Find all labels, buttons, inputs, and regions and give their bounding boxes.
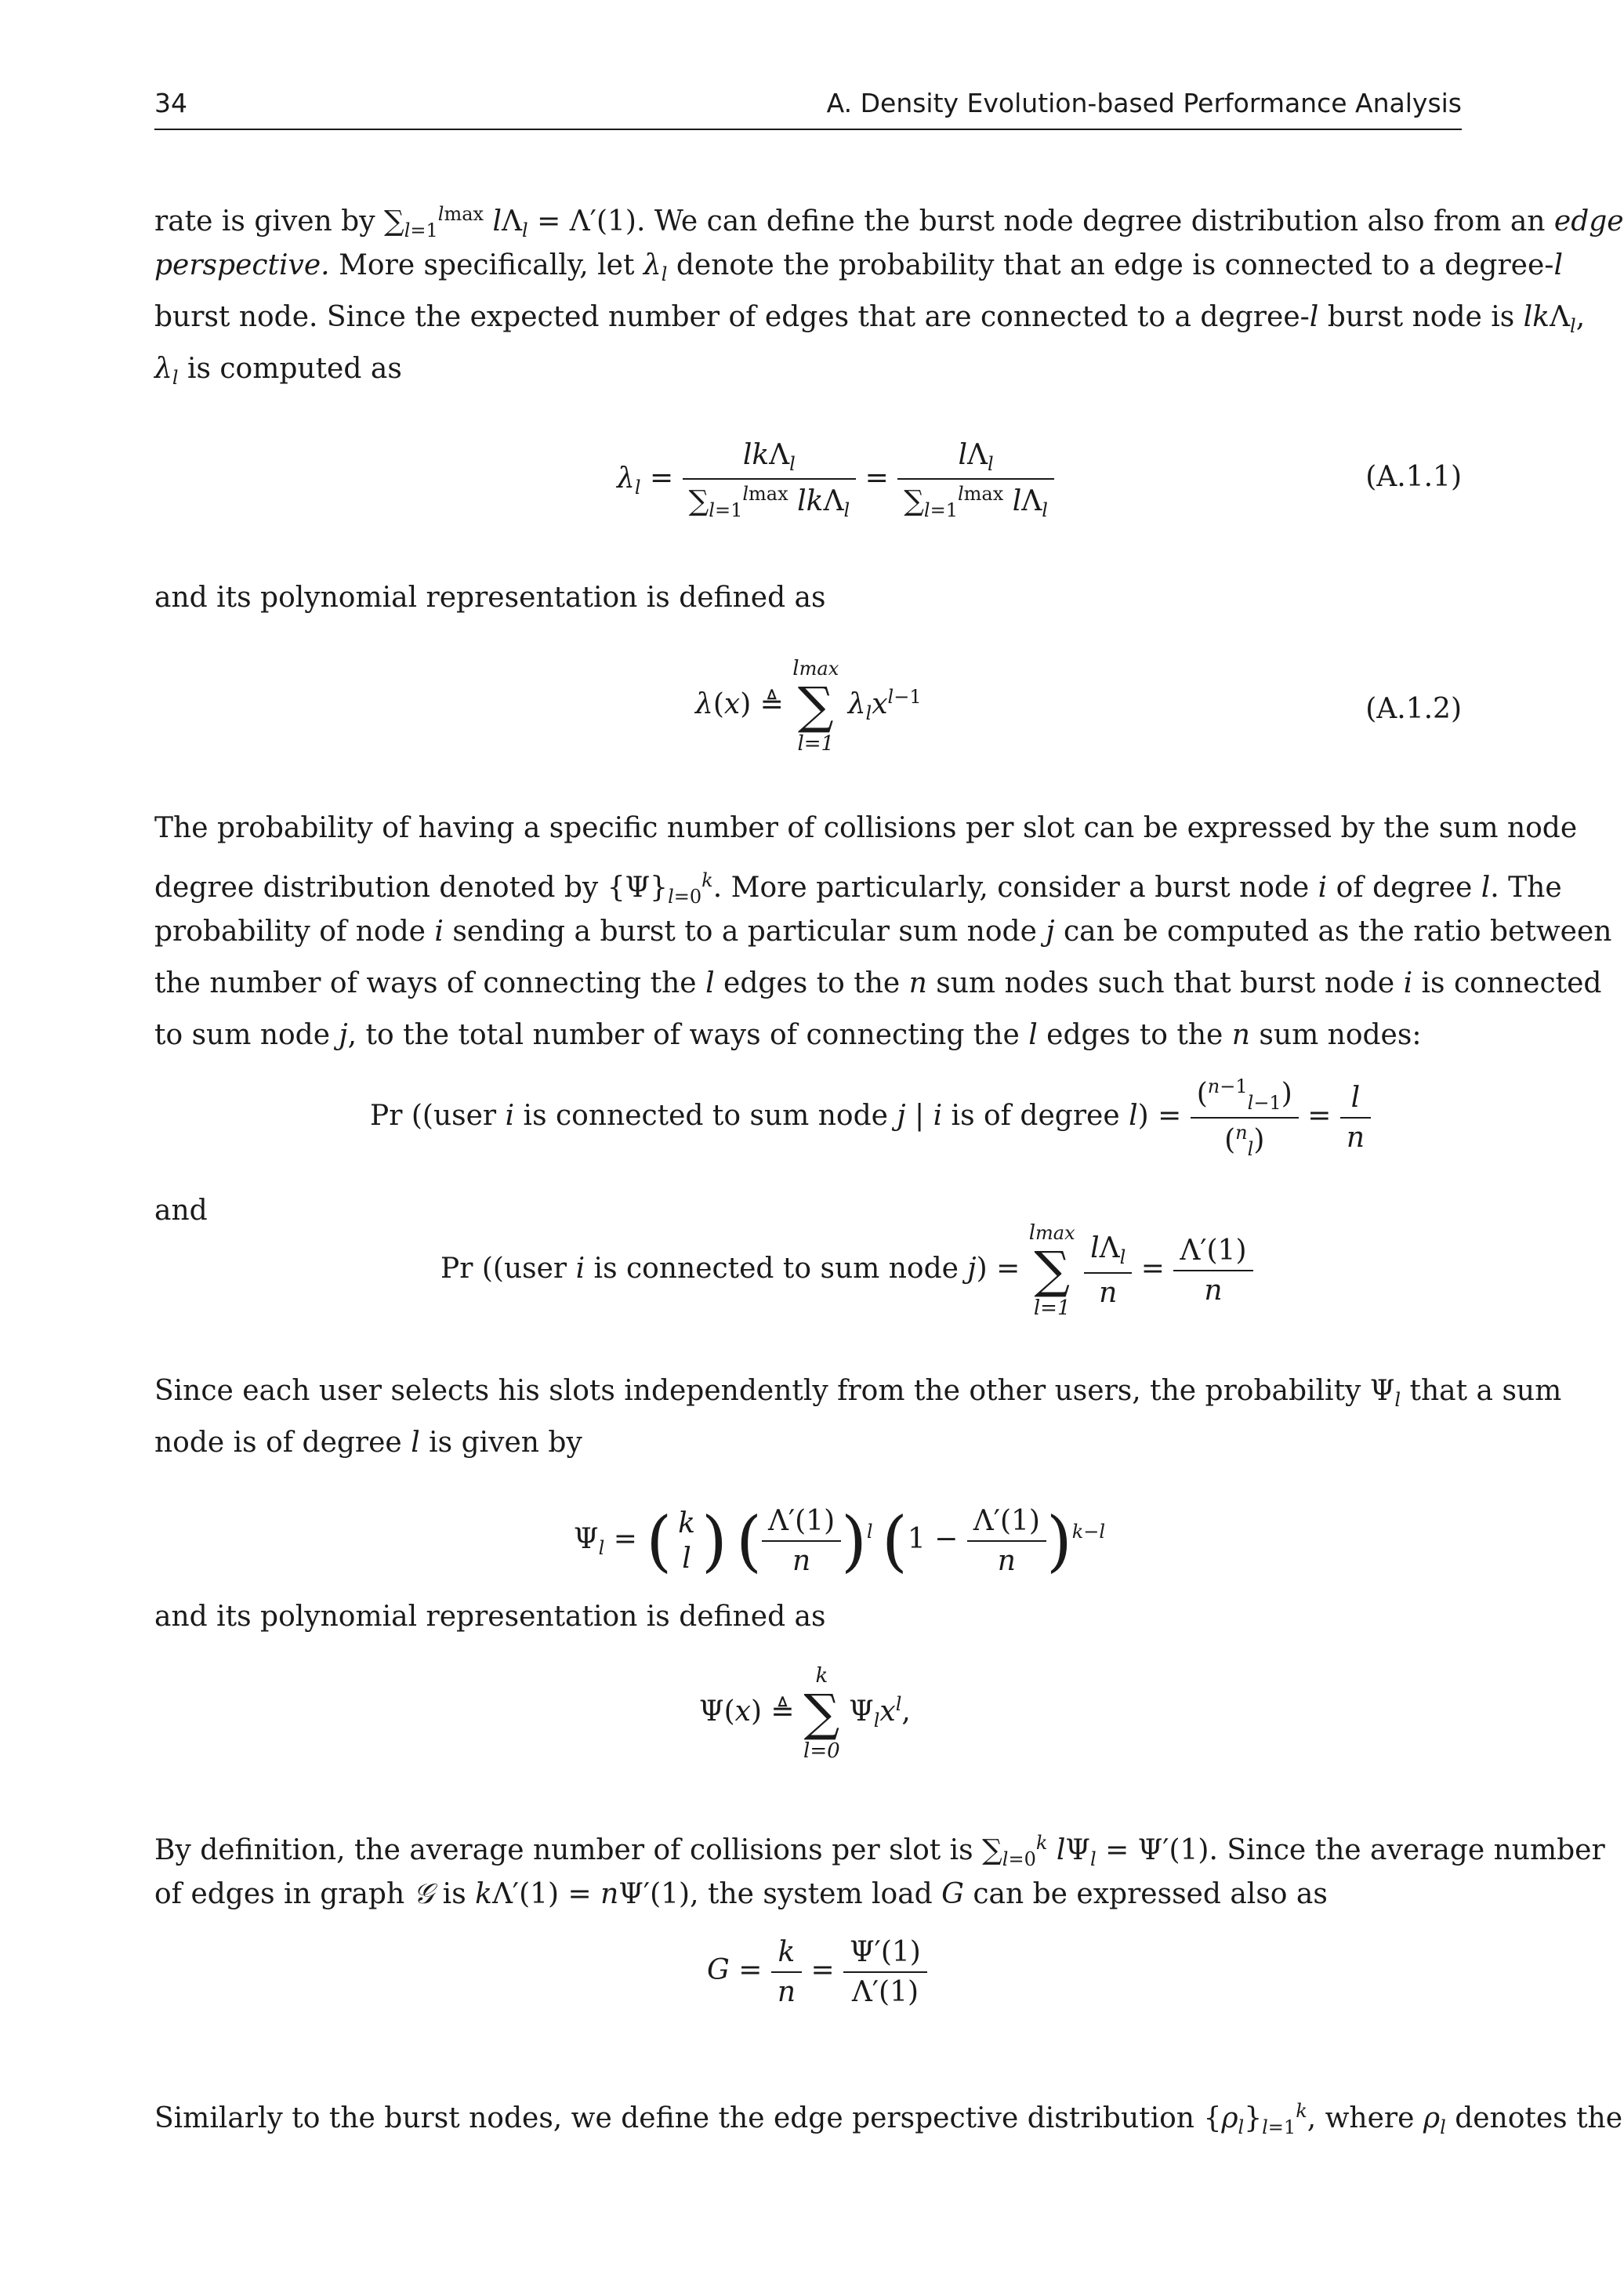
equation-number: (A.1.2)	[1365, 693, 1462, 725]
running-title: A. Density Evolution-based Performance Analysis	[826, 88, 1462, 118]
paragraph-4: and	[154, 1195, 208, 1227]
equation-system-load: G = $\frac{k}{n}$ = $\frac{\Psi'(1)}{\Lambda'(1)}$	[154, 1936, 1462, 2030]
paragraph-5: Since each user selects his slots independently from the other users, the probability $\Psi_l$ that a sum node is of degree l is given by	[154, 1375, 1562, 1459]
equation-a-1-1: $\lambda_l$ = $\frac{lk\Lambda_l}{\sum_{l=1}^{lmax} lk\Lambda_l}$ = $\frac{l\Lambda_l}{\sum_{l=1}^{lmax} l\Lambda_l}$ (A.1.1)	[617, 439, 1462, 522]
equation-probability-connected: Pr ((user i is connected to sum node j | i is of degree l) = $\frac{(^{n-1}_{l-1})}{(^n_l)}$ = $\frac{l}{n}$	[154, 1075, 1462, 1169]
header-rule	[154, 129, 1462, 130]
paragraph-3: The probability of having a specific number of collisions per slot can be expressed by the sum node degree distribution denoted by $\{\Psi\}_{l=0}^k$. More particularly, consider a burst node i of degree l. The probability of node i sending a burst to a particular sum node j can be computed as the ratio between the number of ways of connecting the l edges to the n sum nodes such that burst node i is connected to sum node j, to the total number of ways of connecting the l edges to the n sum nodes:	[154, 812, 1612, 1051]
page-number: 34	[154, 88, 187, 118]
paragraph-1: rate is given by $\sum_{l=1}^{lmax}$ $l\Lambda_l = \Lambda'(1)$. We can define the burst node degree distribution also from an edge perspective. More specifically, let $\lambda_l$ denote the probability that an edge is connected to a degree-l burst node. Since the expected number of edges that are connected to a degree-l burst node is lkΛ$_l$, $\lambda_l$ is computed as	[154, 203, 1624, 390]
equation-psi-x: Ψ(x) ≜ k ∑ l=0 $\Psi_lx^l$,	[699, 1664, 911, 1763]
equation-probability-sum-node: Pr ((user i is connected to sum node j) = lmax ∑ l=1 $\frac{l\Lambda_l}{n}$ = $\frac{\Lambda'(1)}{n}$	[154, 1223, 1462, 1333]
paragraph-8: Similarly to the burst nodes, we define the edge perspective distribution $\{\rho_l\}_{l=1}^k$, where $\rho_l$ denotes the	[154, 2100, 1623, 2139]
paragraph-2: and its polynomial representation is defined as	[154, 582, 826, 614]
equation-a-1-2: λ(x) ≜ lmax ∑ l=1 $\lambda_lx^{l-1}$ (A.1.2)	[695, 657, 1462, 756]
equation-number: (A.1.1)	[1365, 461, 1462, 493]
equation-psi-l: $\Psi_l$ = ( k l ) ( $\frac{\Lambda'(1)}{n}$ )$^l$ (1 − $\frac{\Lambda'(1)}{n}$ )$^{k-l}$	[574, 1503, 1106, 1579]
paragraph-7: By definition, the average number of collisions per slot is $\sum_{l=0}^k$ $l\Psi_l = \Psi'(1)$. Since the average number of edges in graph 𝒢 is kΛ′(1) = nΨ′(1), the system load G can be expressed also as	[154, 1832, 1605, 1910]
paragraph-6: and its polynomial representation is defined as	[154, 1601, 826, 1633]
